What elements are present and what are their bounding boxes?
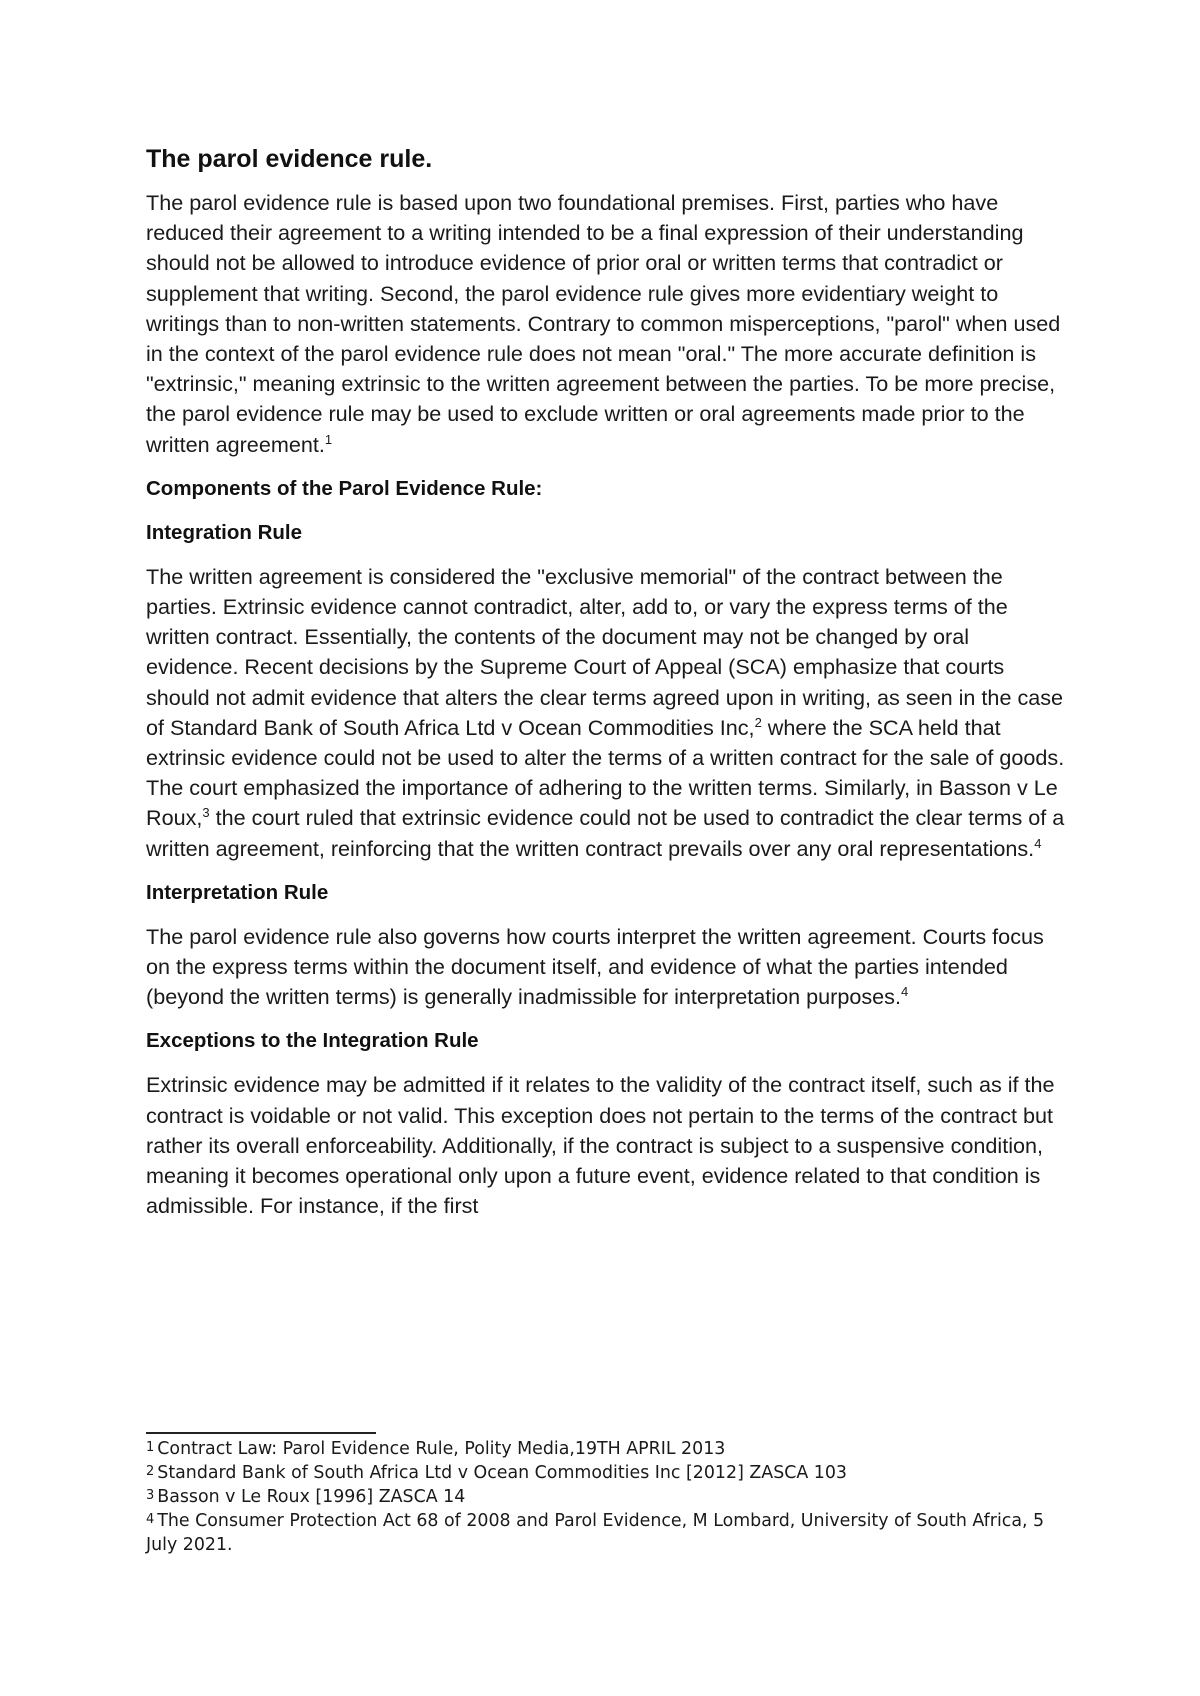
footnote-item [146,1461,1066,1485]
integration-text-3: the court ruled that extrinsic evidence could not be used to contradict the clear terms of a written agreement, reinforcing that the written contract prevails over any oral representations. [146,805,1065,861]
footnote-mark: 1 [146,1440,155,1455]
integration-text-1: The written agreement is considered the "exclusive memorial" of the contract between the parties. Extrinsic evidence cannot contradict, alter, add to, or vary the express terms of the written contract. Essentially, the contents of the document may not be changed by oral evidence. Recent decisions by the Supreme Court of Appeal (SCA) emphasize that courts should not admit evidence that alters the clear terms agreed upon in writing, as seen in the case of Standard Bank of South Africa Ltd v Ocean Commodities Inc, [146,563,1064,740]
footnote-mark: 3 [146,1488,155,1503]
document-title: The parol evidence rule. [146,145,433,173]
exceptions-heading: Exceptions to the Integration Rule [146,1029,479,1053]
footnote-ref[interactable]: 4 [900,984,909,1000]
footnote-item [146,1437,1066,1461]
intro-paragraph [146,188,1066,460]
intro-text: The parol evidence rule is based upon two foundational premises. First, parties who have reduced their agreement to a writing intended to be a final expression of their understanding should not be allowed to introduce evidence of prior oral or written terms that contradict or supplement that writing. Second, the parol evidence rule gives more evidentiary weight to writings than to non-written statements. Contrary to common misperceptions, "parol" when used in the context of the parol evidence rule does not mean "oral." The more accurate definition is "extrinsic," meaning extrinsic to the written agreement between the parties. To be more precise, the parol evidence rule may be used to exclude written or oral agreements made prior to the written agreement. [146,190,1061,457]
integration-text-2: where the SCA held that extrinsic evidence could not be used to alter the terms of a written contract for the sale of goods. The court emphasized the importance of adhering to the written terms. Similarly, in Basson v Le Roux, [146,714,1065,831]
footnote-text: Basson v Le Roux [1996] ZASCA 14 [157,1487,466,1507]
footnote-ref[interactable]: 1 [324,431,333,447]
footnotes-section [146,1437,1066,1557]
interpretation-rule-heading: Interpretation Rule [146,880,329,904]
footnote-ref[interactable]: 3 [202,805,210,821]
footnote-ref[interactable]: 2 [754,714,762,730]
interpretation-text: The parol evidence rule also governs how courts interpret the written agreement. Courts focus on the express terms within the document itself, and evidence of what the parties intended (beyond the written terms) is generally inadmissible for interpretation purposes. [146,923,1044,1010]
footnote-ref[interactable]: 4 [1034,835,1042,851]
footnote-item [146,1509,1066,1557]
integration-rule-heading: Integration Rule [146,520,303,544]
document-body [146,142,1066,1235]
footnote-mark: 4 [146,1512,155,1527]
footnote-mark: 2 [146,1464,155,1479]
exceptions-paragraph: Extrinsic evidence may be admitted if it relates to the validity of the contract itself, such as if the contract is voidable or not valid. This exception does not pertain to the terms of the contract but rather its overall enforceability. Additionally, if the contract is subject to a suspensive condition, meaning it becomes operational only upon a future event, evidence related to that condition is admissible. For instance, if the first [146,1072,1055,1219]
footnote-text: Contract Law: Parol Evidence Rule, Polity Media,19TH APRIL 2013 [157,1439,726,1459]
footnote-separator [146,1432,376,1434]
footnote-text: Standard Bank of South Africa Ltd v Ocean Commodities Inc [2012] ZASCA 103 [157,1463,847,1483]
footnote-text: The Consumer Protection Act 68 of 2008 and Parol Evidence, M Lombard, University of South Africa, 5 July 2021. [146,1511,1045,1555]
components-heading: Components of the Parol Evidence Rule: [146,476,543,500]
footnote-item [146,1485,1066,1509]
interpretation-rule-paragraph [146,922,1066,1013]
integration-rule-paragraph [146,562,1066,864]
